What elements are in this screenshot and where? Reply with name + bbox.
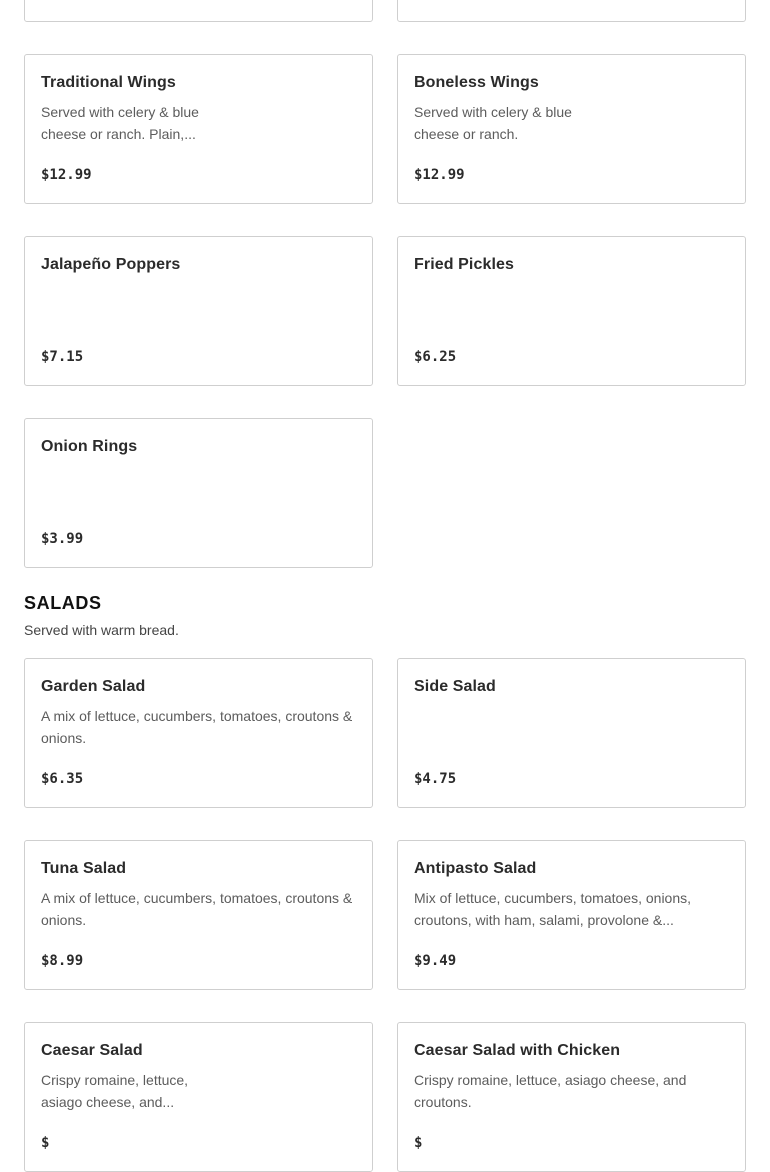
item-name: Fried Pickles bbox=[414, 256, 515, 273]
menu-item-onion-rings[interactable] bbox=[24, 418, 373, 568]
item-description: Served with celery & blue cheese or ranch. bbox=[414, 104, 572, 142]
item-price: $ bbox=[41, 1135, 50, 1151]
item-name: Traditional Wings bbox=[41, 74, 176, 91]
item-description: Crispy romaine, lettuce, asiago cheese, and croutons. bbox=[414, 1072, 687, 1110]
menu-item-tuna-salad[interactable] bbox=[24, 840, 373, 990]
appetizers-top-row bbox=[24, 0, 746, 22]
item-description: Crispy romaine, lettuce, asiago cheese, and... bbox=[41, 1072, 189, 1110]
item-name: Antipasto Salad bbox=[414, 860, 537, 877]
menu-item-traditional-wings[interactable] bbox=[24, 54, 373, 204]
appetizers-grid bbox=[24, 54, 746, 568]
item-price bbox=[414, 0, 422, 1]
item-name: Jalapeño Poppers bbox=[41, 256, 181, 273]
menu-item-caesar-salad[interactable] bbox=[24, 1022, 373, 1172]
item-name: Boneless Wings bbox=[414, 74, 539, 91]
item-price: $7.15 bbox=[41, 349, 84, 365]
menu-item-garden-salad[interactable] bbox=[24, 658, 373, 808]
item-price bbox=[41, 0, 49, 1]
item-name: Tuna Salad bbox=[41, 860, 127, 877]
item-price: $4.75 bbox=[414, 771, 457, 787]
item-price: $ bbox=[414, 1135, 423, 1151]
item-price: $8.99 bbox=[41, 953, 84, 969]
item-price: $6.25 bbox=[414, 349, 457, 365]
item-name: Caesar Salad with Chicken bbox=[414, 1042, 621, 1059]
item-price: $12.99 bbox=[41, 167, 92, 183]
item-price: $9.49 bbox=[414, 953, 457, 969]
menu-item-card[interactable] bbox=[24, 0, 373, 22]
item-name: Onion Rings bbox=[41, 438, 138, 455]
item-description: A mix of lettuce, cucumbers, tomatoes, croutons & onions. bbox=[41, 890, 353, 928]
menu-item-side-salad[interactable] bbox=[397, 658, 746, 808]
salads-grid bbox=[24, 658, 746, 1172]
menu-item-card[interactable] bbox=[397, 0, 746, 22]
item-name: Caesar Salad bbox=[41, 1042, 143, 1059]
menu-item-fried-pickles[interactable] bbox=[397, 236, 746, 386]
item-description: Served with celery & blue cheese or ranch. Plain,... bbox=[41, 104, 199, 142]
item-description: A mix of lettuce, cucumbers, tomatoes, croutons & onions. bbox=[41, 708, 353, 746]
menu-item-jalapeno-poppers[interactable] bbox=[24, 236, 373, 386]
menu-item-boneless-wings[interactable] bbox=[397, 54, 746, 204]
item-price: $3.99 bbox=[41, 531, 84, 547]
section-title-salads: SALADS bbox=[24, 593, 102, 613]
section-subtitle-salads: Served with warm bread. bbox=[24, 622, 179, 638]
item-name: Garden Salad bbox=[41, 678, 146, 695]
item-description: Mix of lettuce, cucumbers, tomatoes, onions, croutons, with ham, salami, provolone &... bbox=[414, 890, 692, 928]
menu-item-caesar-salad-with-chicken[interactable] bbox=[397, 1022, 746, 1172]
item-price: $6.35 bbox=[41, 771, 84, 787]
menu-item-antipasto-salad[interactable] bbox=[397, 840, 746, 990]
item-price: $12.99 bbox=[414, 167, 465, 183]
item-name: Side Salad bbox=[414, 678, 496, 695]
